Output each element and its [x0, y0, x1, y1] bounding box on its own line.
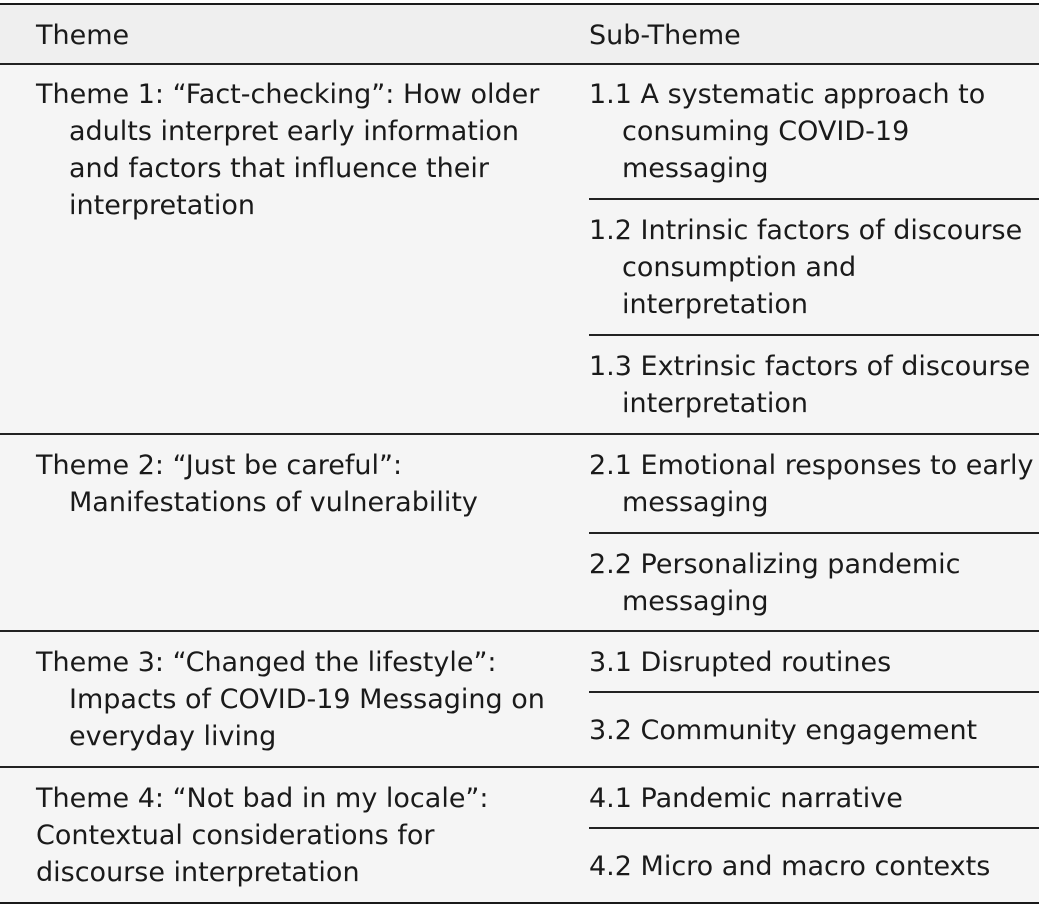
sub-theme-line: 2.1 Emotional responses to early: [589, 450, 1034, 481]
sub-theme-line: consuming COVID-19: [622, 116, 910, 147]
header-sub-theme: Sub-Theme: [589, 20, 741, 51]
theme-2-line: Theme 2: “Just be careful”:: [36, 450, 403, 481]
sub-theme-2-2-cell: [589, 546, 1029, 620]
theme-3-line: everyday living: [69, 721, 277, 752]
sub-theme-line: 3.2 Community engagement: [589, 715, 978, 746]
theme-4-line: Theme 4: “Not bad in my locale”:: [36, 783, 489, 814]
sub-theme-line: messaging: [622, 153, 769, 184]
sub-theme-divider: [589, 691, 1039, 693]
theme-1-cell: [36, 76, 566, 224]
theme-1-line: interpretation: [69, 190, 256, 221]
theme-4-cell: [36, 780, 566, 891]
sub-theme-4-1-cell: [589, 780, 1029, 817]
sub-theme-line: 1.1 A systematic approach to: [589, 79, 986, 110]
sub-theme-1-2-cell: [589, 212, 1029, 323]
sub-theme-divider: [589, 827, 1039, 829]
sub-theme-line: interpretation: [622, 289, 809, 320]
theme-1-line: adults interpret early information: [69, 116, 520, 147]
theme-3-line: Impacts of COVID-19 Messaging on: [69, 684, 545, 715]
theme-3-cell: [36, 644, 566, 755]
top-rule: [0, 3, 1039, 5]
sub-theme-line: consumption and: [622, 252, 857, 283]
sub-theme-line: messaging: [622, 487, 769, 518]
sub-theme-3-1-cell: [589, 644, 1029, 681]
header-rule: [0, 63, 1039, 65]
bottom-rule: [0, 902, 1039, 904]
sub-theme-line: 3.1 Disrupted routines: [589, 647, 892, 678]
theme-1-line: and factors that influence their: [69, 153, 489, 184]
sub-theme-line: messaging: [622, 586, 769, 617]
theme-4-line: discourse interpretation: [36, 857, 360, 888]
theme-2-cell: [36, 447, 566, 521]
table-header-background: [0, 5, 1039, 64]
sub-theme-1-1-cell: [589, 76, 1029, 187]
sub-theme-divider: [589, 198, 1039, 200]
sub-theme-3-2-cell: [589, 712, 1029, 749]
sub-theme-line: interpretation: [622, 388, 809, 419]
theme-2-line: Manifestations of vulnerability: [69, 487, 478, 518]
sub-theme-2-1-cell: [589, 447, 1034, 521]
sub-theme-line: 1.2 Intrinsic factors of discourse: [589, 215, 1023, 246]
theme-4-line: Contextual considerations for: [36, 820, 435, 851]
sub-theme-line: 2.2 Personalizing pandemic: [589, 549, 961, 580]
sub-theme-line: 4.2 Micro and macro contexts: [589, 851, 991, 882]
sub-theme-line: 4.1 Pandemic narrative: [589, 783, 903, 814]
header-theme: Theme: [36, 20, 130, 51]
theme-1-line: Theme 1: “Fact-checking”: How older: [36, 79, 540, 110]
theme-group-rule: [0, 766, 1039, 768]
sub-theme-line: 1.3 Extrinsic factors of discourse: [589, 351, 1031, 382]
theme-3-line: Theme 3: “Changed the lifestyle”:: [36, 647, 497, 678]
sub-theme-divider: [589, 334, 1039, 336]
theme-group-rule: [0, 433, 1039, 435]
sub-theme-divider: [589, 532, 1039, 534]
theme-group-rule: [0, 630, 1039, 632]
sub-theme-1-3-cell: [589, 348, 1029, 422]
sub-theme-4-2-cell: [589, 848, 1029, 885]
